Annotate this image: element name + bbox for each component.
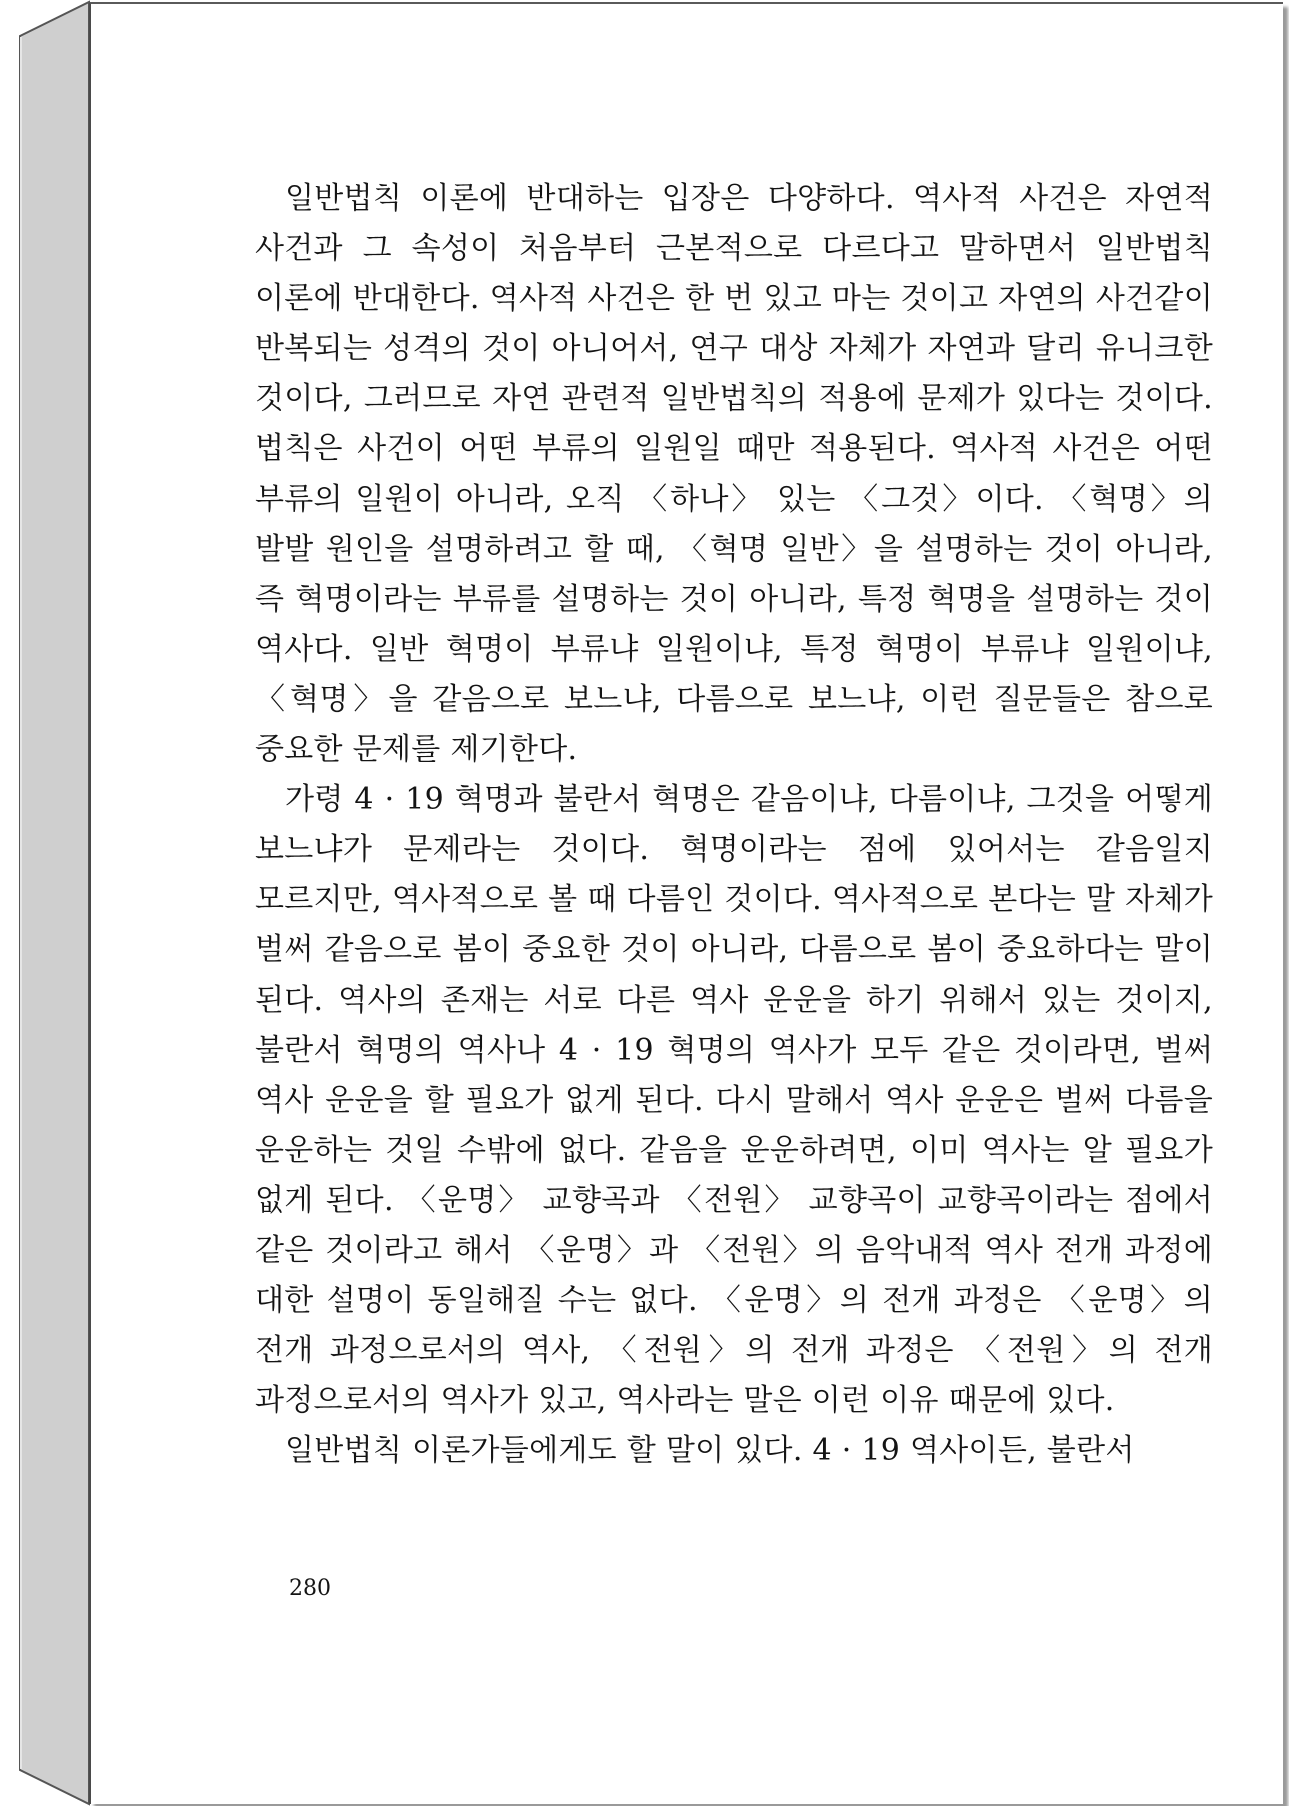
paragraph-2: 가령 4 · 19 혁명과 불란서 혁명은 같음이냐, 다름이냐, 그것을 어떻게 보느냐가 문제라는 것이다. 혁명이라는 점에 있어서는 같음일지 모르지만, 역사적으로 볼 때 다름인 것이다. 역사적으로 본다는 말 자체가 벌써 같음으로 봄이 중요한 것이 아니라, 다름으로 봄이 중요하다는 말이 된다. 역사의 존재는 서로 다른 역사 운운을 하기 위해서 있는 것이지, 불란서 혁명의 역사나 4 · 19 혁명의 역사가 모두 같은 것이라면, 벌써 역사 운운을 할 필요가 없게 된다. 다시 말해서 역사 운운은 벌써 다름을 운운하는 것일 수밖에 없다. 같음을 운운하려면, 이미 역사는 알 필요가 없게 된다. 〈운명〉 교향곡과 〈전원〉 교향곡이 교향곡이라는 점에서 같은 것이라고 해서 〈운명〉과 〈전원〉의 음악내적 역사 전개 과정에 대한 설명이 동일해질 수는 없다. 〈운명〉의 전개 과정은 〈운명〉의 전개 과정으로서의 역사, 〈전원〉의 전개 과정은 〈전원〉의 전개 과정으로서의 역사가 있고, 역사라는 말은 이런 이유 때문에 있다. bbox=[255, 782, 1213, 1419]
paragraph-1: 일반법칙 이론에 반대하는 입장은 다양하다. 역사적 사건은 자연적 사건과 그 속성이 처음부터 근본적으로 다르다고 말하면서 일반법칙 이론에 반대한다. 역사적 사건은 한 번 있고 마는 것이고 자연의 사건같이 반복되는 성격의 것이 아니어서, 연구 대상 자체가 자연과 달리 유니크한 것이다, 그러므로 자연 관련적 일반법칙의 적용에 문제가 있다는 것이다. 법칙은 사건이 어떤 부류의 일원일 때만 적용된다. 역사적 사건은 어떤 부류의 일원이 아니라, 오직 〈하나〉 있는 〈그것〉이다. 〈혁명〉의 발발 원인을 설명하려고 할 때, 〈혁명 일반〉을 설명하는 것이 아니라, 즉 혁명이라는 부류를 설명하는 것이 아니라, 특정 혁명을 설명하는 것이 역사다. 일반 혁명이 부류냐 일원이냐, 특정 혁명이 부류냐 일원이냐, 〈혁명〉을 같음으로 보느냐, 다름으로 보느냐, 이런 질문들은 참으로 중요한 문제를 제기한다. bbox=[255, 181, 1213, 768]
paragraph-3: 일반법칙 이론가들에게도 할 말이 있다. 4 · 19 역사이든, 불란서 bbox=[285, 1433, 1135, 1469]
book-page bbox=[89, 2, 1283, 1804]
body-text bbox=[255, 174, 1213, 1504]
page-number: 280 bbox=[289, 1576, 331, 1601]
book-spine bbox=[0, 0, 92, 1806]
